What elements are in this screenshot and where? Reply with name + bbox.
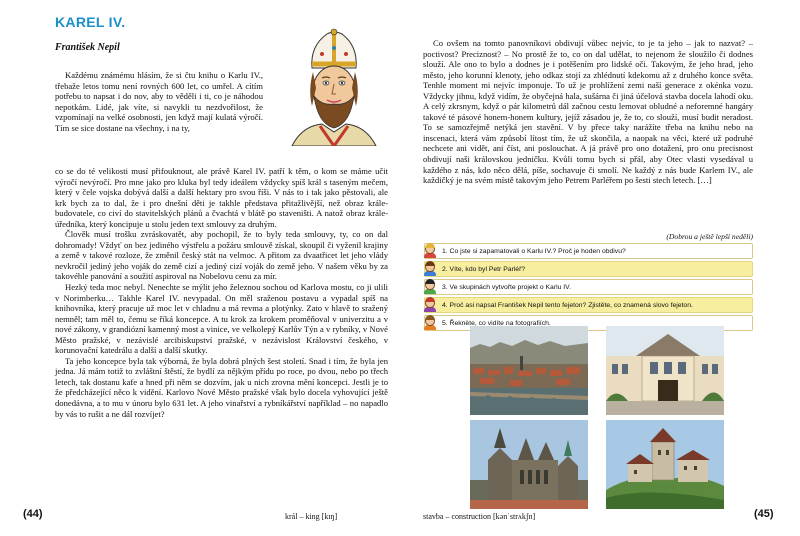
child-avatar-icon bbox=[423, 262, 438, 276]
child-avatar-icon bbox=[423, 244, 438, 258]
paragraph-text: Člověk musí trošku zvráskovatět, aby pochopil, že to byly teda smlouvy, ty, co on dal dohromady! Vždyť on bez jediného výstřelu a požáru smlouvě získal, skoupil či vyženil krajiny a země v takové rozloze, že změnil český stát na velmoc. A přitom za dvaatřicet let jeho vlády nevkročil jediný jeho voják do země cizí a jediný cizí voják do země jeho. V našem věku by za takovéhle panování a soužití aspiroval na Nobelovu cenu za mír. bbox=[55, 229, 388, 282]
article-author: František Nepil bbox=[55, 42, 120, 53]
photo-st-vitus-cathedral bbox=[470, 420, 588, 509]
photo-karolinum bbox=[606, 326, 724, 415]
article-source: (Dobrou a ještě lepší neděli) bbox=[666, 232, 753, 241]
question-item bbox=[424, 297, 753, 313]
question-text: 2. Víte, kdo byl Petr Parléř? bbox=[442, 265, 526, 273]
question-text: 4. Proč asi napsal František Nepil tento fejeton? Zjistěte, co znamená slovo fejeton. bbox=[442, 301, 693, 309]
paragraph-text: Co ovšem na tomto panovníkovi obdivují vůbec nejvíc, to je ta jeho – jak to nazvat? – poctivost? Preciznost? – No prostě že to, co on dal udělat, to nejenom že sloužilo či dodnes slouží. Ale ono to bylo a dodnes je i potěšením pro lidské oči. Takovým, že jeho hrad, jeho město, jeho korunní klenoty, jeho odkaz stojí za zhlédnutí kdekomu až z druhého konce světa. Tenhle moment mi nejvíc imponuje. To už je prohlížení zemi naší generace z okénka vozu. Vždycky jihnu, když vidím, že obyčejná hala, sušárna či jiná účelová stavba docela lahodí oku. A celý zkrsnym, když o pár kilometrů dál začnou cestu lemovat obludné a neforemné hangáry takové té pásové honem-honem kultury, jejíž zásadou je, že to, co slouží, musí budit neradost. To se samozřejmě netýká jen stavění. V by přece taky narážíte třeba na knihu nebo na inscenaci, která vám způsobí lítost tím, že už skončila, a naopak na věci, které už podruhé nechcete ani vidět, ani číst, ani poslouchat. A já právě pro ono dotažení, pro onu precisnost obdivují naši královskou jedničku. Kvůli tomu bych si přál, aby Otec vlasti vysedával u každého z nás, kdo něco dělá, píše, sochavuje či smolí. Ne každý z nás bude Karlem IV., ale každičký je na svém místě takovým jeho Petrem Parléřem po šesti stech letech. […] bbox=[423, 38, 753, 186]
article-title: KAREL IV. bbox=[55, 14, 126, 30]
page-number-left: (44) bbox=[23, 508, 43, 520]
question-text: 1. Co jste si zapamatovali o Karlu IV.? Proč je hoden obdivu? bbox=[442, 247, 626, 255]
paragraph-text: Ta jeho koncepce byla tak výborná, že byla dobrá plných šest století. Snad i tím, že byla jen jedna. Já mám totiž to zvláštní štěstí, že bydlí za nějkým přídu po roce, po dvou, nebo po třech letech, tak dostanu kafe a hned při něm se dozvím, jak u nich zrovna mění koncepci. Jestli je to že předcházející něco k vidění. Karlovo Nové Město pražské však bylo docela vyhovující ještě donedávna, a to mu v únoru bylo 631 let. A jeho vinařství a rybníkářství například – no napadlo by vás to rušit a ne dál rozvíjet? bbox=[55, 355, 388, 419]
question-item bbox=[424, 279, 753, 295]
article-paragraph-1 bbox=[55, 70, 263, 133]
page-number-right: (45) bbox=[754, 508, 774, 520]
paragraph-text: Hezký teda moc nebyl. Nenechte se mýlit jeho železnou sochou od Karlova mostu, co ji ulili v Norimberku… Takhle Karel IV. nevypadal. On měl sraženou postavu a vypadal spíš na knihovníka, který pracuje už moc let v chladnu a má revma a plotýnky. Zato v hlavě to sražený nemněl; tam měl to, čemu se říká koncepce. A tu krok za krokem proměňoval v univerzitu a v nové zákony, v grandiózní kamenný most a vinice, ve velkolepý Karlův Týn a v rybníky, v Nové Město pražské, v nezávislé arcibiskupství pražské, v nezávislost Království českého, v korunovační katedrálu a další a další skutky. bbox=[55, 282, 388, 356]
child-avatar-icon bbox=[423, 298, 438, 312]
glossary-entry-right: stavba – construction [kənˈstrʌkʃn] bbox=[423, 512, 536, 521]
photo-karlstejn-castle bbox=[606, 420, 724, 509]
question-list bbox=[424, 243, 753, 333]
king-portrait-illustration bbox=[272, 28, 390, 146]
paragraph-text: Každému známému hlásím, že si čtu knihu o Karlu IV., třebaže letos tomu není rovných 600 let, co umřel. A cítím potřebu to napsat i do nov, aby to věděli i ti, co je náhodou nepotkám. Lidé, jak víte, si navykli tu nezdvořilost, že vzpomínají na velké osobnosti, jen když mají kulatá výročí. Tím se sice dostane na všechny, i na ty, bbox=[55, 70, 263, 133]
paragraph-text: co se do té velikosti musí přifouknout, ale právě Karel IV. patří k těm, o kom se máme učit výročí nevýročí. Pro mne jako pro kluka byl tedy ideálem vždycky spíš král s taseným mečem, který v čele vojska dobývá další a další hektary pro svou říši. V nás to i tak jako pěstovali, ale krk bych za to dal, že i pro dnešní děti je takhle představa přitažlivější, než obraz krále-budovatele, co civí do stavitelských plánů a čvachtá v blátě po staveništi. A natož obraz krále-úředníka, který koncipuje u stolu jeden text smlouvy za druhým. bbox=[55, 166, 388, 229]
question-item bbox=[424, 243, 753, 259]
article-paragraph-right bbox=[423, 38, 753, 186]
photo-prague-bridge bbox=[470, 326, 588, 415]
article-paragraphs-continued bbox=[55, 166, 388, 419]
question-item bbox=[424, 261, 753, 277]
question-text: 3. Ve skupinách vytvořte projekt o Karlu IV. bbox=[442, 283, 571, 291]
glossary-entry-left: král – king [kɪŋ] bbox=[285, 512, 338, 521]
child-avatar-icon bbox=[423, 316, 438, 330]
child-avatar-icon bbox=[423, 280, 438, 294]
right-page bbox=[400, 0, 800, 536]
question-text: 5. Řekněte, co vidíte na fotografiích. bbox=[442, 319, 551, 327]
